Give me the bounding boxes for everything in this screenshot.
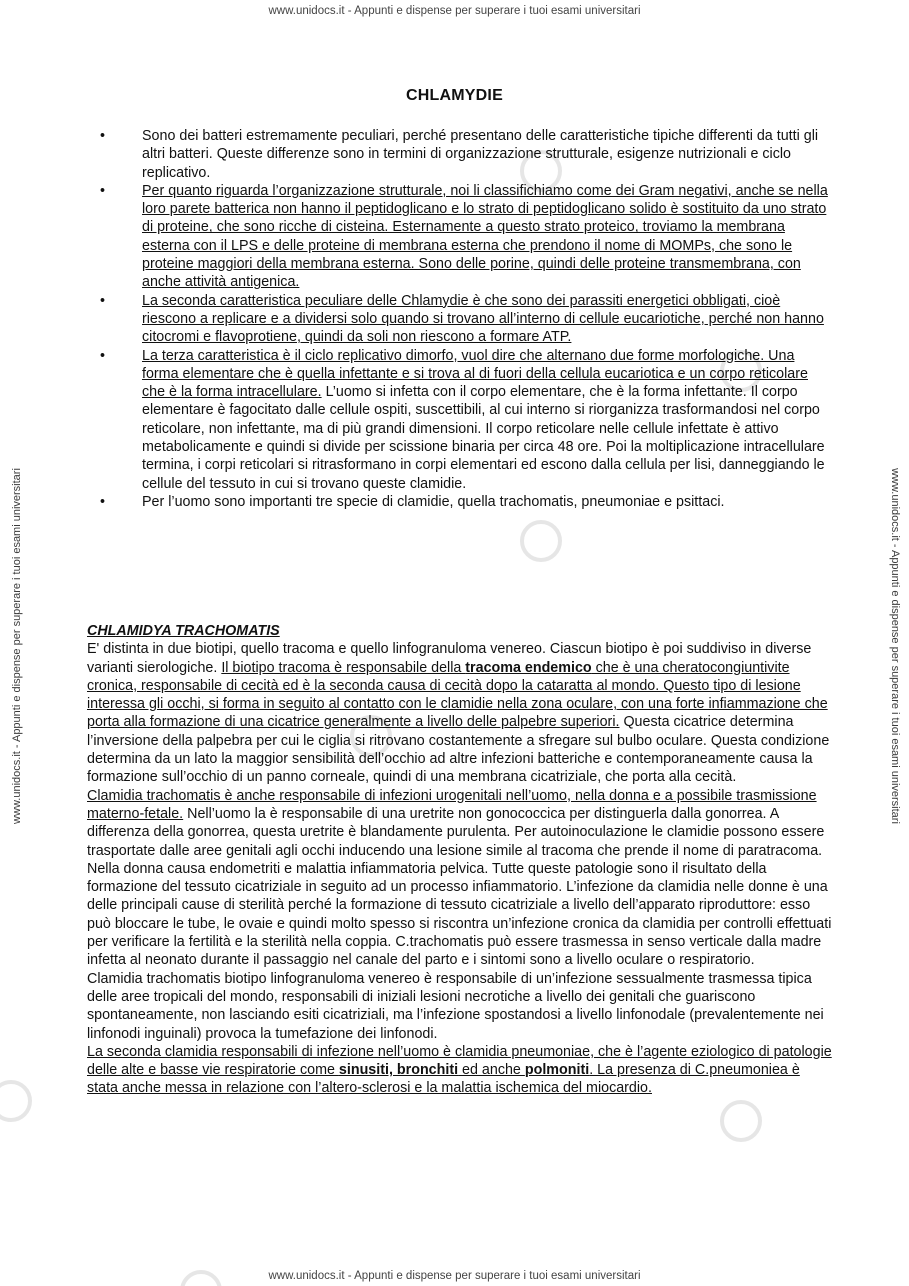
underlined-text: che è una cheratocongiuntivite cronica, responsabile di cecità ed è la seconda causa di cecità dopo la cataratta al mondo. Questo tipo di lesione interessa gli occhi, si forma in seguito al contatto con le clamidie nella zona oculare, con una forte infiammazione che porta alla formazione di una cicatrice generalmente a livello delle palpebre superiori. (87, 659, 828, 731)
underlined-text: La seconda clamidia responsabili di infezione nell’uomo è clamidia pneumoniae, che è l’agente eziologico di patologie delle alte e basse vie respiratorie come (87, 1043, 832, 1079)
bullet-text: L’uomo si infetta con il corpo elementare, che è la forma infettante. Il corpo elementare è fagocitato dalle cellule ospiti, suscettibili, al cui interno si riorganizza trasformandosi nel corpo reticolare, non infettante, ma di più grandi dimensioni. Il corpo reticolare nelle cellule infettate è attivo metabolicamente e quindi si divide per scissione binaria per circa 48 ore. Poi la moltiplicazione intracellulare termina, i corpi reticolari si ritrasformano in corpi elementari ed escono dalla cellula per lisi, danneggiando le cellule del tessuto in cui si trovano queste clamidie. (142, 384, 825, 492)
bullet-mark: • (100, 347, 106, 364)
watermark-logo-icon (720, 1100, 762, 1142)
trachomatis-section (87, 622, 832, 1098)
left-side-watermark: www.unidocs.it - Appunti e dispense per superare i tuoi esami universitari (11, 468, 23, 824)
bullet-list (100, 127, 830, 511)
paragraph-text: Clamidia trachomatis biotipo linfogranuloma venereo è responsabile di un’infezione sessualmente trasmessa tipica delle aree tropicali del mondo, responsabili di iniziali lesioni necrotiche a livello dei genitali che guariscono spontaneamente, non lasciando esiti cicatriziali, ma l’infezione spostandosi a livello linfonodale (prevalentemente nei linfonodi inguinali) provoca la tumefazione dei linfonodi. (87, 970, 824, 1042)
bullet-text-underlined: Per quanto riguarda l’organizzazione strutturale, noi li classifichiamo come dei Gram negativi, anche se nella loro parete batterica non hanno il peptidoglicano e lo strato di peptidoglicano solido è sostituito da uno strato di proteine, che sono ricche di cisteina. Esternamente a questo strato proteico, troviamo la membrana esterna con il LPS e delle proteine di membrana esterna che prendono il nome di MOMPs, che sono le proteine maggiori della membrana esterna. Sono delle porine, quindi delle proteine transmembrana, con anche attività antigenica. (142, 182, 828, 291)
underlined-text: . La presenza di C.pneumoniea è stata anche messa in relazione con l’altero-sclerosi e la malattia ischemica del miocardio. (87, 1062, 800, 1097)
watermark-logo-icon (520, 520, 562, 562)
paragraph-text: E' distinta in due biotipi, quello tracoma e quello linfogranuloma venereo. Ciascun biotipo è poi suddiviso in diverse varianti sierologiche. (87, 641, 812, 676)
underlined-text: Il biotipo tracoma è responsabile della (221, 659, 466, 676)
list-item (100, 347, 830, 493)
bold-term: sinusiti, bronchiti (338, 1062, 459, 1079)
underlined-text: ed anche (458, 1062, 525, 1079)
bold-term: tracoma endemico (465, 659, 592, 676)
header-watermark: www.unidocs.it - Appunti e dispense per superare i tuoi esami universitari (268, 5, 641, 17)
paragraph (87, 970, 832, 1043)
bold-term: polmoniti (524, 1062, 590, 1079)
paragraph (87, 1043, 832, 1098)
list-item (100, 182, 830, 292)
underlined-text: Clamidia trachomatis è anche responsabile di infezioni urogenitali nell’uomo, nella donna e a possibile trasmissione materno-fetale. (87, 787, 817, 822)
list-item (100, 493, 830, 511)
footer-watermark: www.unidocs.it - Appunti e dispense per superare i tuoi esami universitari (268, 1270, 641, 1282)
page-title: CHLAMYDIE (406, 87, 503, 104)
right-side-watermark: www.unidocs.it - Appunti e dispense per superare i tuoi esami universitari (889, 468, 901, 824)
bullet-text-underlined: La terza caratteristica è il ciclo replicativo dimorfo, vuol dire che alternano due forme morfologiche. Una forma elementare che è quella infettante e si trova al di fuori della cellula eucariotica e un corpo reticolare che è la forma intracellulare. (142, 347, 808, 401)
paragraph-text: Nell’uomo la è responsabile di una uretrite non gonococcica per distinguerla dalla gonorrea. A differenza della gonorrea, questa uretrite è blandamente purulenta. Per autoinoculazione le clamidie possono essere trasportate dalle aree genitali agli occhi inducendo una lesione simile al tracoma che prende il nome di paratracoma. Nella donna causa endometriti e malattia infiammatoria pelvica. Tutte queste patologie sono il risultato della formazione del tessuto cicatriziale in seguito ad un processo infiammatorio. L’infezione da clamidia nelle donne è una delle principali cause di sterilità perché la formazione di tessuto cicatriziale a livello dell’apparato riproduttore: esso può bloccare le tube, le ovaie e quindi molto spesso si riscontra un’infezione cronica da clamidia per controlli effettuati per verificare la fertilità e la sterilità nella coppia. C.trachomatis può essere trasmessa in senso verticale dalla madre infetta al neonato durante il passaggio nel canale del parto e i sintomi sono a livello oculare o respiratorio. (87, 805, 832, 969)
bullet-mark: • (100, 182, 106, 199)
list-item (100, 127, 830, 182)
paragraph-text: Questa cicatrice determina l’inversione della palpebra per cui le ciglia si ritrovano costantemente a sfregare sul bulbo oculare. Questa condizione determina da un lato la maggior sensibilità dell’occhio ad altre infezioni batteriche e contemporaneamente causa la formazione sull’occhio di un panno corneale, quindi di una membrana cicatriziale, che porta alla cecità. (87, 714, 830, 786)
list-item (100, 292, 830, 347)
bullet-text-underlined: La seconda caratteristica peculiare delle Chlamydie è che sono dei parassiti energetici obbligati, cioè riescono a replicare e a dividersi solo quando si trovano all’interno di cellule eucariotiche, perché non hanno citocromi e flavoprotiene, quindi da soli non riescono a formare ATP. (142, 292, 824, 346)
watermark-logo-icon (0, 1080, 32, 1122)
section-title: CHLAMIDYA TRACHOMATIS (87, 623, 280, 639)
bullet-mark: • (100, 292, 106, 309)
bullet-mark: • (100, 493, 106, 510)
bullet-text: Per l’uomo sono importanti tre specie di clamidie, quella trachomatis, pneumoniae e psittaci. (142, 493, 725, 510)
bullet-text: Sono dei batteri estremamente peculiari, perché presentano delle caratteristiche tipiche differenti da tutti gli altri batteri. Queste differenze sono in termini di organizzazione strutturale, esigenze nutrizionali e ciclo replicativo. (142, 128, 819, 181)
bullet-mark: • (100, 128, 106, 144)
paragraph (87, 640, 832, 786)
paragraph (87, 787, 832, 970)
